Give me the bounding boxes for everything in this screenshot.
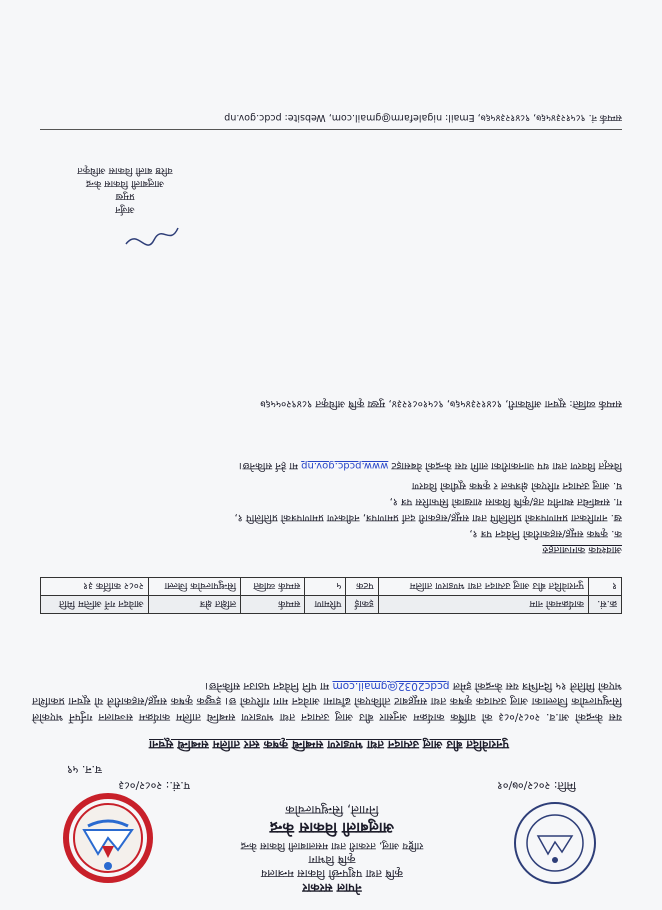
table-cell: सम्पर्क व्यक्ति xyxy=(241,578,305,596)
department-name: कृषि विभाग xyxy=(308,853,356,866)
reference-number: प.सं.: २०८२/०८३ xyxy=(118,779,190,792)
table-header-row xyxy=(41,596,622,614)
table-header: परिमाण xyxy=(305,596,346,614)
contact-persons: सम्पर्क व्यक्ति: सूचना अधिकारी, ९८४१२३४५६७, ९८५१०८१२३४, मुख्य कृषि अधिकृत ९८४९२०५५६७ xyxy=(260,398,622,409)
document-item: ग. सम्बन्धित स्थानीय तह/कृषि विकास शाखाको सिफारिस पत्र १, xyxy=(389,496,622,507)
office-stamp xyxy=(510,798,600,888)
letter-footer: सम्पर्क नं. ९८५१२३४५६७, ९८४१२३४५६७, Email: nigalefarm@gmail.com, Website: pcdc.gov.np xyxy=(40,112,622,130)
documents-title: आवश्यक कागजातहरु xyxy=(542,544,622,555)
document-item: क. कृषक समूह/सहकारीको निवेदन पत्र १, xyxy=(469,528,622,539)
notice-body xyxy=(32,678,622,725)
table-header: सम्पर्क xyxy=(241,596,305,614)
letter-date: मिति: २०८२/०७/०१ xyxy=(497,779,576,792)
program-table xyxy=(40,577,622,614)
dispatch-number: च.न. ५९ xyxy=(66,763,102,776)
document-item: घ. आलु उत्पादन गरिएको क्षेत्रफल र कृषक सूचीको विवरण xyxy=(411,480,622,491)
table-row xyxy=(41,578,622,596)
table-header: आवेदन गर्ने अन्तिम मिति xyxy=(41,596,149,614)
table-cell: पुनरावेदित बीउ आलु उत्पादन तथा भण्डारण तालिम xyxy=(378,578,588,596)
table-cell: सिन्धुपाल्चोक जिल्ला xyxy=(148,578,240,596)
signatory-office: आलुबाली विकास केन्द्र xyxy=(85,178,165,189)
notice-subject: पुनरावेदित बीउ आलु उत्पादन तथा भण्डारण सम्बन्धि कृषक स्तर तालिम सम्बन्धि सूचना xyxy=(149,738,509,752)
table-cell: ५ xyxy=(305,578,346,596)
signatory-title: प्रमुख xyxy=(115,191,135,202)
signatory-designation: वरिष्ठ बाली विकास अधिकृत xyxy=(77,165,173,176)
table-cell: १ xyxy=(588,578,621,596)
website-note xyxy=(239,458,622,472)
office-location: निगाले, सिन्धुपाल्चोक xyxy=(285,803,379,817)
notice-body-end: मा पनि निवेदन पठाउन सकिनेछ। xyxy=(205,680,330,692)
signatory-name: अर्जुन xyxy=(115,204,135,215)
national-center-name: राष्ट्रिय आलु, तरकारी तथा मसलाबाली विकास केन्द्र xyxy=(240,840,424,851)
table-header: लक्षित क्षेत्र xyxy=(148,596,240,614)
nepal-government-logo xyxy=(62,792,154,884)
website-note-end: मा हेर्न सकिनेछ। xyxy=(238,460,298,471)
document-item: ख. नागरिकता प्रमाणपत्रको प्रतिलिपि तथा समूह/सहकारी दर्ता प्रमाणपत्र, नवीकरण प्रमाणपत्रको प्रतिलिपि १, xyxy=(234,512,622,523)
table-header: इकाई xyxy=(346,596,378,614)
office-name: आलुबाली विकास केन्द्र xyxy=(269,819,395,837)
website-link[interactable]: www.pcdc.gov.np xyxy=(301,460,389,471)
signature-block xyxy=(60,164,190,250)
table-header: क्र.सं. xyxy=(588,596,621,614)
government-name: नेपाल सरकार xyxy=(302,881,362,895)
letterhead xyxy=(192,802,472,896)
website-note-text: विस्तृत विवरण तथा थप जानकारीका लागि यस केन्द्रको वेबसाइट xyxy=(391,460,622,471)
table-cell: २०८२ कार्तिक ३१ xyxy=(41,578,149,596)
table-header: कार्यक्रमको नाम xyxy=(378,596,588,614)
table-cell: पटक xyxy=(346,578,378,596)
notice-body-text: यस केन्द्रको आ.व. २०८२/०८३ को वार्षिक कार्यक्रम अनुसार बीउ आलु उत्पादन तथा भण्डारण सम्बन्धि तालिम कार्यक्रम सञ्चालन गर्नुपर्ने भएकोले सिन्धुपाल्चोक जिल्लाका आलु उत्पादक कृषक तथा समूहबाट तोकिएको ढाँचामा आवेदन माग गरिएको छ। इच्छुक कृषक समूह/सहकारीले यो सूचना प्रकाशित भएको मितिले १५ दिनभित्र यस केन्द्रको इमेल xyxy=(32,680,622,723)
ministry-name: कृषि तथा पशुपन्छी विकास मन्त्रालय xyxy=(260,867,404,880)
email-link[interactable]: pcdc2032@gmail.com xyxy=(332,680,450,692)
